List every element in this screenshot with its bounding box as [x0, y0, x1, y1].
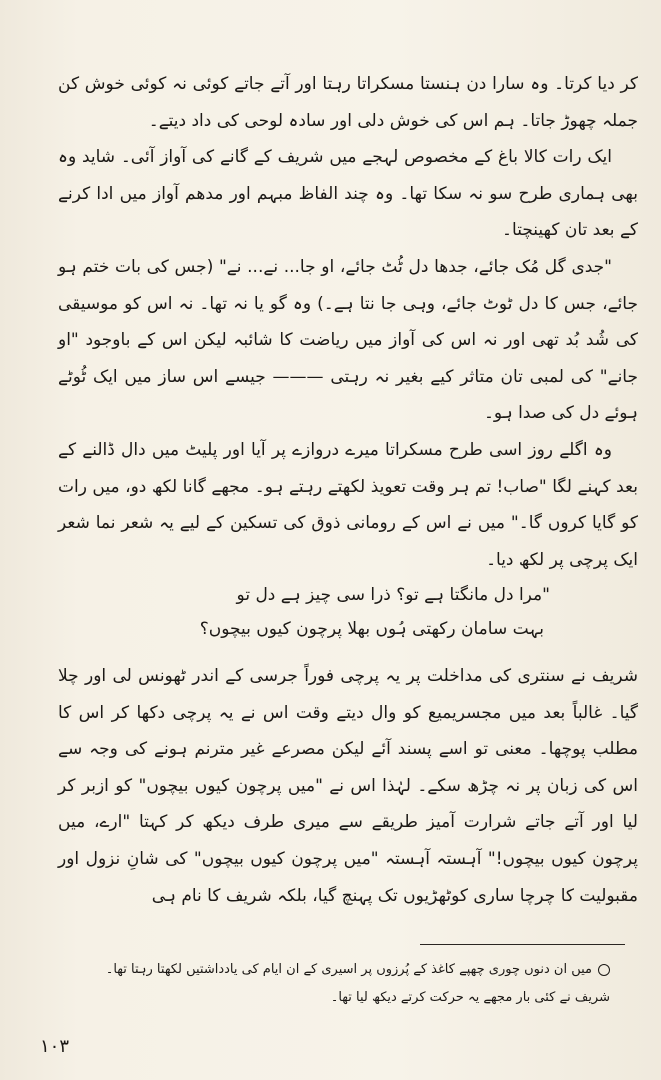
paragraph-1: کر دیا کرتا۔ وہ سارا دن ہنستا مسکراتا رہتا اور آتے جاتے کوئی نہ کوئی خوش کن جملہ چھوڑ جاتا۔ ہم اس کی خوش دلی اور سادہ لوحی کی داد دیتے۔ [58, 74, 638, 131]
couplet-line-2: بہت سامان رکھتی ہُوں بھلا پرچون کیوں بیچوں؟ [199, 619, 544, 639]
page-number: ۱۰۳ [40, 1036, 70, 1057]
paragraph-4: وہ اگلے روز اسی طرح مسکراتا میرے دروازے پر آیا اور پلیٹ میں دال ڈالنے کے بعد کہنے لگا "صاب! تم ہر وقت تعویذ لکھتے رہتے ہو۔ مجھے گانا لکھ دو، میں رات کو گایا کروں گا۔" میں نے اس کے رومانی ذوق کی تسکین کے لیے یہ شعر نما شعر ایک پرچی پر لکھ دیا۔ [58, 439, 638, 570]
footnote-text: میں ان دنوں چوری چھپے کاغذ کے پُرزوں پر اسیری کے ان ایام کی یادداشتیں لکھتا رہتا تھا۔ شریف نے کئی بار مجھے یہ حرکت کرتے دیکھ لیا تھا۔ [105, 962, 610, 1005]
paragraph-5: شریف نے سنتری کی مداخلت پر یہ پرچی فوراً جرسی کے اندر ٹھونس لی اور چلا گیا۔ غالباً بعد میں مجسریمیع کو وال دیتے وقت اس نے یہ پرچی دکھا کر اس کا مطلب پوچھا۔ معنی تو اسے پسند آئے لیکن مصرعے غیر مترنم ہونے کی وجہ سے اس کی زبان پر نہ چڑھ سکے۔ لہٰذا اس نے "میں پرچون کیوں بیچوں" کو ازبر کر لیا اور آتے جاتے شرارت آمیز طریقے سے میری طرف دیکھ کر کہتا "ارے، میں پرچون کیوں بیچوں!" آہستہ آہستہ "میں پرچون کیوں بیچوں" کی شانِ نزول اور مقبولیت کا چرچا ساری کوٹھڑیوں تک پہنچ گیا، بلکہ شریف کا نام ہی [58, 666, 638, 906]
footnote-circle-icon [598, 964, 610, 976]
footnote [90, 956, 610, 1012]
main-text [58, 66, 638, 578]
main-text-continued [58, 658, 638, 914]
couplet [150, 578, 550, 646]
paragraph-3: "جدی گل مُک جائے، جدھا دل ٹُٹ جائے، او جا... نے... نے" (جس کی بات ختم ہو جائے، جس کا دل ٹوٹ جائے، وہی جا نتا ہے۔) وہ گو یا نہ تھا۔ نہ اس کو موسیقی کی شُد بُد تھی اور نہ اس کی آواز میں ریاضت کا شائبہ لیکن اس کے باوجود "او جانے" کی لمبی تان متاثر کیے بغیر نہ رہتی ——— جیسے اس ساز میں ایک ٹُوٹے ہوئے دل کی صدا ہو۔ [58, 256, 638, 424]
couplet-line-1: "مرا دل مانگتا ہے تو؟ ذرا سی چیز ہے دل تو [236, 585, 550, 605]
footnote-divider [420, 944, 625, 945]
paragraph-2: ایک رات کالا باغ کے مخصوص لہجے میں شریف کے گانے کی آواز آئی۔ شاید وہ بھی ہماری طرح سو نہ سکا تھا۔ وہ چند الفاظ مبہم اور مدھم آواز میں ادا کرنے کے بعد تان کھینچتا۔ [58, 147, 638, 241]
